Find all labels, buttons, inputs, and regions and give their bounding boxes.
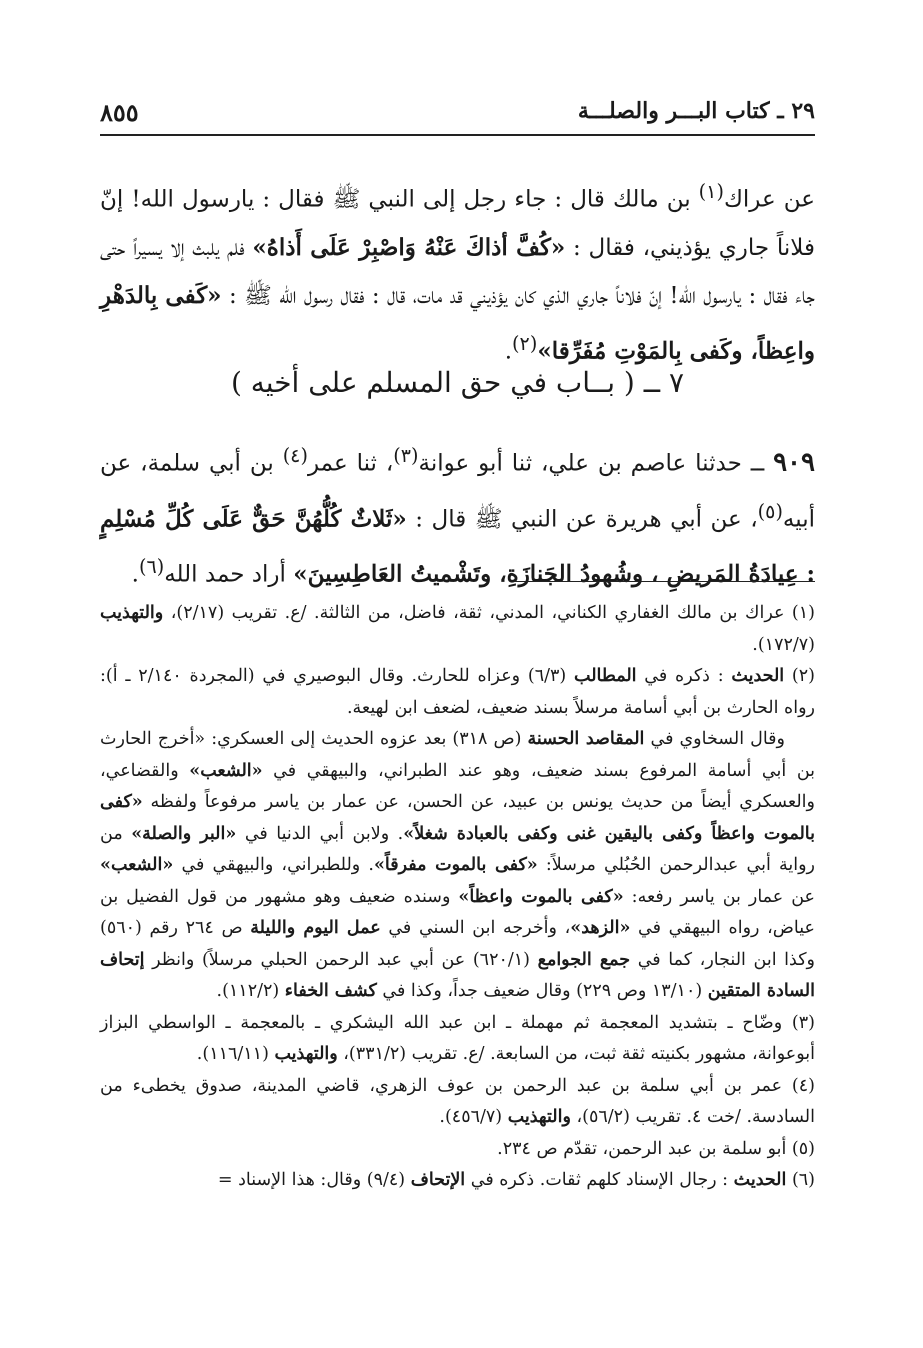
text-run-bold: «كفى بالموت واعظاً» bbox=[458, 886, 624, 907]
text-run: (٤٥٦/٧). bbox=[439, 1107, 508, 1127]
running-title: ٢٩ ـ كتاب البـــر والصلـــة bbox=[577, 98, 815, 124]
text-run-bold: «الشعب» bbox=[100, 855, 174, 875]
text-run: . bbox=[504, 338, 513, 365]
text-run: (٦/٣) وعزاه للحارث. وقال البوصيري في (المجردة ٢/١٤٠ ـ أ): رواه الحارث بن أبي أسامة مرسلاً بسند ضعيف، لضعف ابن لهيعة. bbox=[100, 666, 815, 718]
text-run: بن مالك قال : جاء رجل إلى النبي ﷺ فقال : يارسول الله! إنّ فلاناً جاري يؤذيني، فقال : bbox=[100, 186, 815, 261]
text-run: (١١٢/٢). bbox=[216, 981, 285, 1001]
text-run: . ولابن أبي الدنيا في bbox=[236, 823, 404, 844]
text-run: ، ثنا عمر bbox=[307, 450, 394, 477]
page-number: ٨٥٥ bbox=[100, 98, 139, 127]
text-run: : ذكره في bbox=[636, 666, 732, 686]
text-run: ــ حدثنا عاصم بن علي، ثنا أبو عوانة bbox=[418, 450, 774, 477]
footnote-ref: (٦) bbox=[138, 555, 165, 579]
hadith-number: ٩٠٩ bbox=[773, 447, 815, 478]
text-run: (١) عراك بن مالك الغفاري الكناني، المدني، ثقة، فاضل، من الثالثة. /ع. تقريب (٢/١٧)، bbox=[163, 603, 815, 623]
page-header bbox=[100, 98, 815, 136]
footnote-ref: (٤) bbox=[282, 444, 308, 467]
text-run: (٣) وضّاح ـ بتشديد المعجمة ثم مهملة ـ ابن عبد الله اليشكري ـ بالمعجمة ـ الواسطي البزاز أبوعوانة، مشهور بكنيته ثقة ثبت، من السابعة. /ع. تقريب (٣٣١/٢)، bbox=[100, 1012, 815, 1064]
text-run-bold: عمل اليوم والليلة bbox=[250, 918, 381, 938]
text-run-bold: «الشعب» bbox=[189, 760, 263, 781]
prophetic-saying: «كَفى بِالدَهْرِ واعِظاً، وكَفى بِالمَوْتِ مُفَرِّقا» bbox=[100, 281, 815, 365]
text-run-bold: والتهذيب bbox=[100, 603, 164, 623]
hadith-paragraph bbox=[100, 432, 815, 599]
text-run: ص ٢٦٤ رقم (٥٦٠) وكذا ابن النجار، كما في bbox=[100, 918, 816, 970]
footnote-1 bbox=[100, 598, 815, 661]
text-run: ، عن أبي هريرة عن النبي ﷺ قال : bbox=[406, 506, 758, 533]
text-run: (٢) bbox=[784, 666, 815, 686]
main-text bbox=[100, 168, 815, 375]
text-run-bold: كشف الخفاء bbox=[284, 981, 377, 1001]
text-run: (٩/٤) وقال: هذا الإسناد = bbox=[217, 1170, 411, 1190]
hadith-909 bbox=[100, 432, 815, 599]
text-run-bold: الحديث bbox=[733, 1170, 787, 1190]
text-run: والقضاعي، والعسكري أيضاً من حديث يونس بن عبيد، عن الحسن، عن عمار بن ياسر مرفوعاً ولفظه bbox=[100, 760, 815, 812]
text-run: (٦) bbox=[786, 1170, 815, 1190]
footnote-ref: (٣) bbox=[393, 444, 419, 467]
text-run-bold: جمع الجوامع bbox=[537, 949, 631, 970]
text-run: . bbox=[131, 561, 139, 588]
text-run-bold: «كفى بالموت واعظاً وكفى باليقين غنى وكفى بالعبادة شغلاً» bbox=[100, 792, 816, 844]
section-heading: ٧ ــ ( بــاب في حق المسلم على أخيه ) bbox=[230, 366, 685, 399]
text-run: عن عمار بن ياسر رفعه: bbox=[623, 886, 815, 907]
text-run: (١٣/١٠ وص ٢٢٩) وقال ضعيف جداً، وكذا في bbox=[376, 981, 708, 1001]
text-run: أراد حمد الله bbox=[164, 561, 294, 588]
text-run: : رجال الإسناد كلهم ثقات. ذكره في bbox=[465, 1170, 734, 1190]
text-run: بن أبي سلمة، عن أبيه bbox=[100, 450, 815, 533]
text-run-bold: المطالب bbox=[574, 666, 637, 686]
text-run: وسنده ضعيف وهو مشهور من قول الفضيل بن عياض، رواه البيهقي في bbox=[100, 886, 815, 938]
footnote-4 bbox=[100, 1071, 815, 1134]
text-run-bold: الإتحاف bbox=[410, 1170, 466, 1190]
footnote-6 bbox=[100, 1165, 815, 1197]
text-run: (٦٢٠/١) عن أبي عبد الرحمن الحبلي مرسلاً) وانظر bbox=[144, 949, 538, 970]
text-run: . وللطبراني، والبيهقي في bbox=[173, 855, 374, 875]
prophetic-saying: «ثَلاثٌ كُلُّهُنَّ حَقٌّ عَلَى كُلِّ مُسْلِمٍ : عِيادَةُ المَريضِ ، وشُهودُ الجَنازَةِ، وتَشْميتُ العَاطِسِينَ» bbox=[100, 505, 815, 588]
text-run: ، وأخرجه ابن السني في bbox=[380, 918, 571, 938]
text-run-bold: إتحاف السادة المتقين bbox=[100, 949, 815, 1001]
text-run: عن عراك bbox=[723, 186, 815, 213]
footnote-ref: (٥) bbox=[757, 499, 783, 523]
text-run: (ص ٣١٨) بعد عزوه الحديث إلى العسكري: «أخرج الحارث بن أبي أسامة المرفوع بسند ضعيف، وهو عند الطبراني، والبيهقي في bbox=[100, 729, 816, 781]
prophetic-saying: «كُفَّ أذاكَ عَنْهُ وَاصْبِرْ عَلَى أَذاهُ» bbox=[252, 233, 566, 261]
text-run-bold: الحديث bbox=[731, 666, 785, 686]
text-run-bold: والتهذيب bbox=[507, 1107, 571, 1127]
footnote-2 bbox=[100, 661, 815, 724]
footnotes bbox=[100, 598, 815, 1197]
text-run-bold: «البر والصلة» bbox=[131, 823, 237, 844]
text-run-bold: «الزهد» bbox=[570, 918, 631, 938]
main-paragraph bbox=[100, 168, 815, 375]
footnote-2-continued bbox=[100, 724, 815, 1008]
text-run-bold: المقاصد الحسنة bbox=[527, 729, 645, 749]
text-run-bold: «كفى بالموت مفرقاً» bbox=[373, 855, 538, 875]
footnote-5: (٥) أبو سلمة بن عبد الرحمن، تقدّم ص ٢٣٤. bbox=[497, 1138, 815, 1159]
text-run: وقال السخاوي في bbox=[644, 729, 785, 749]
text-run: (٤) عمر بن أبي سلمة بن عبد الرحمن بن عوف الزهري، قاضي المدينة، صدوق يخطىء من السادسة. /خت ٤. تقريب (٥٦/٢)، bbox=[100, 1075, 815, 1127]
text-run: فلم يلبث إلا يسيراً حتى جاء فقال : يارسول الله! إنّ فلاناً جاري الذي كان يؤذيني قد مات، قال : فقال رسول الله ﷺ : bbox=[100, 234, 815, 309]
footnote-divider bbox=[515, 581, 815, 582]
text-run: (١٧٢/٧). bbox=[752, 634, 815, 655]
footnote-ref: (٢) bbox=[512, 331, 538, 355]
footnote-3 bbox=[100, 1008, 815, 1071]
text-run: من رواية أبي عبدالرحمن الحُبُلي مرسلاً: bbox=[100, 823, 815, 875]
footnote-ref: (١) bbox=[698, 180, 724, 203]
text-run: (١١٦/١١). bbox=[196, 1044, 275, 1064]
text-run-bold: والتهذيب bbox=[274, 1044, 338, 1064]
